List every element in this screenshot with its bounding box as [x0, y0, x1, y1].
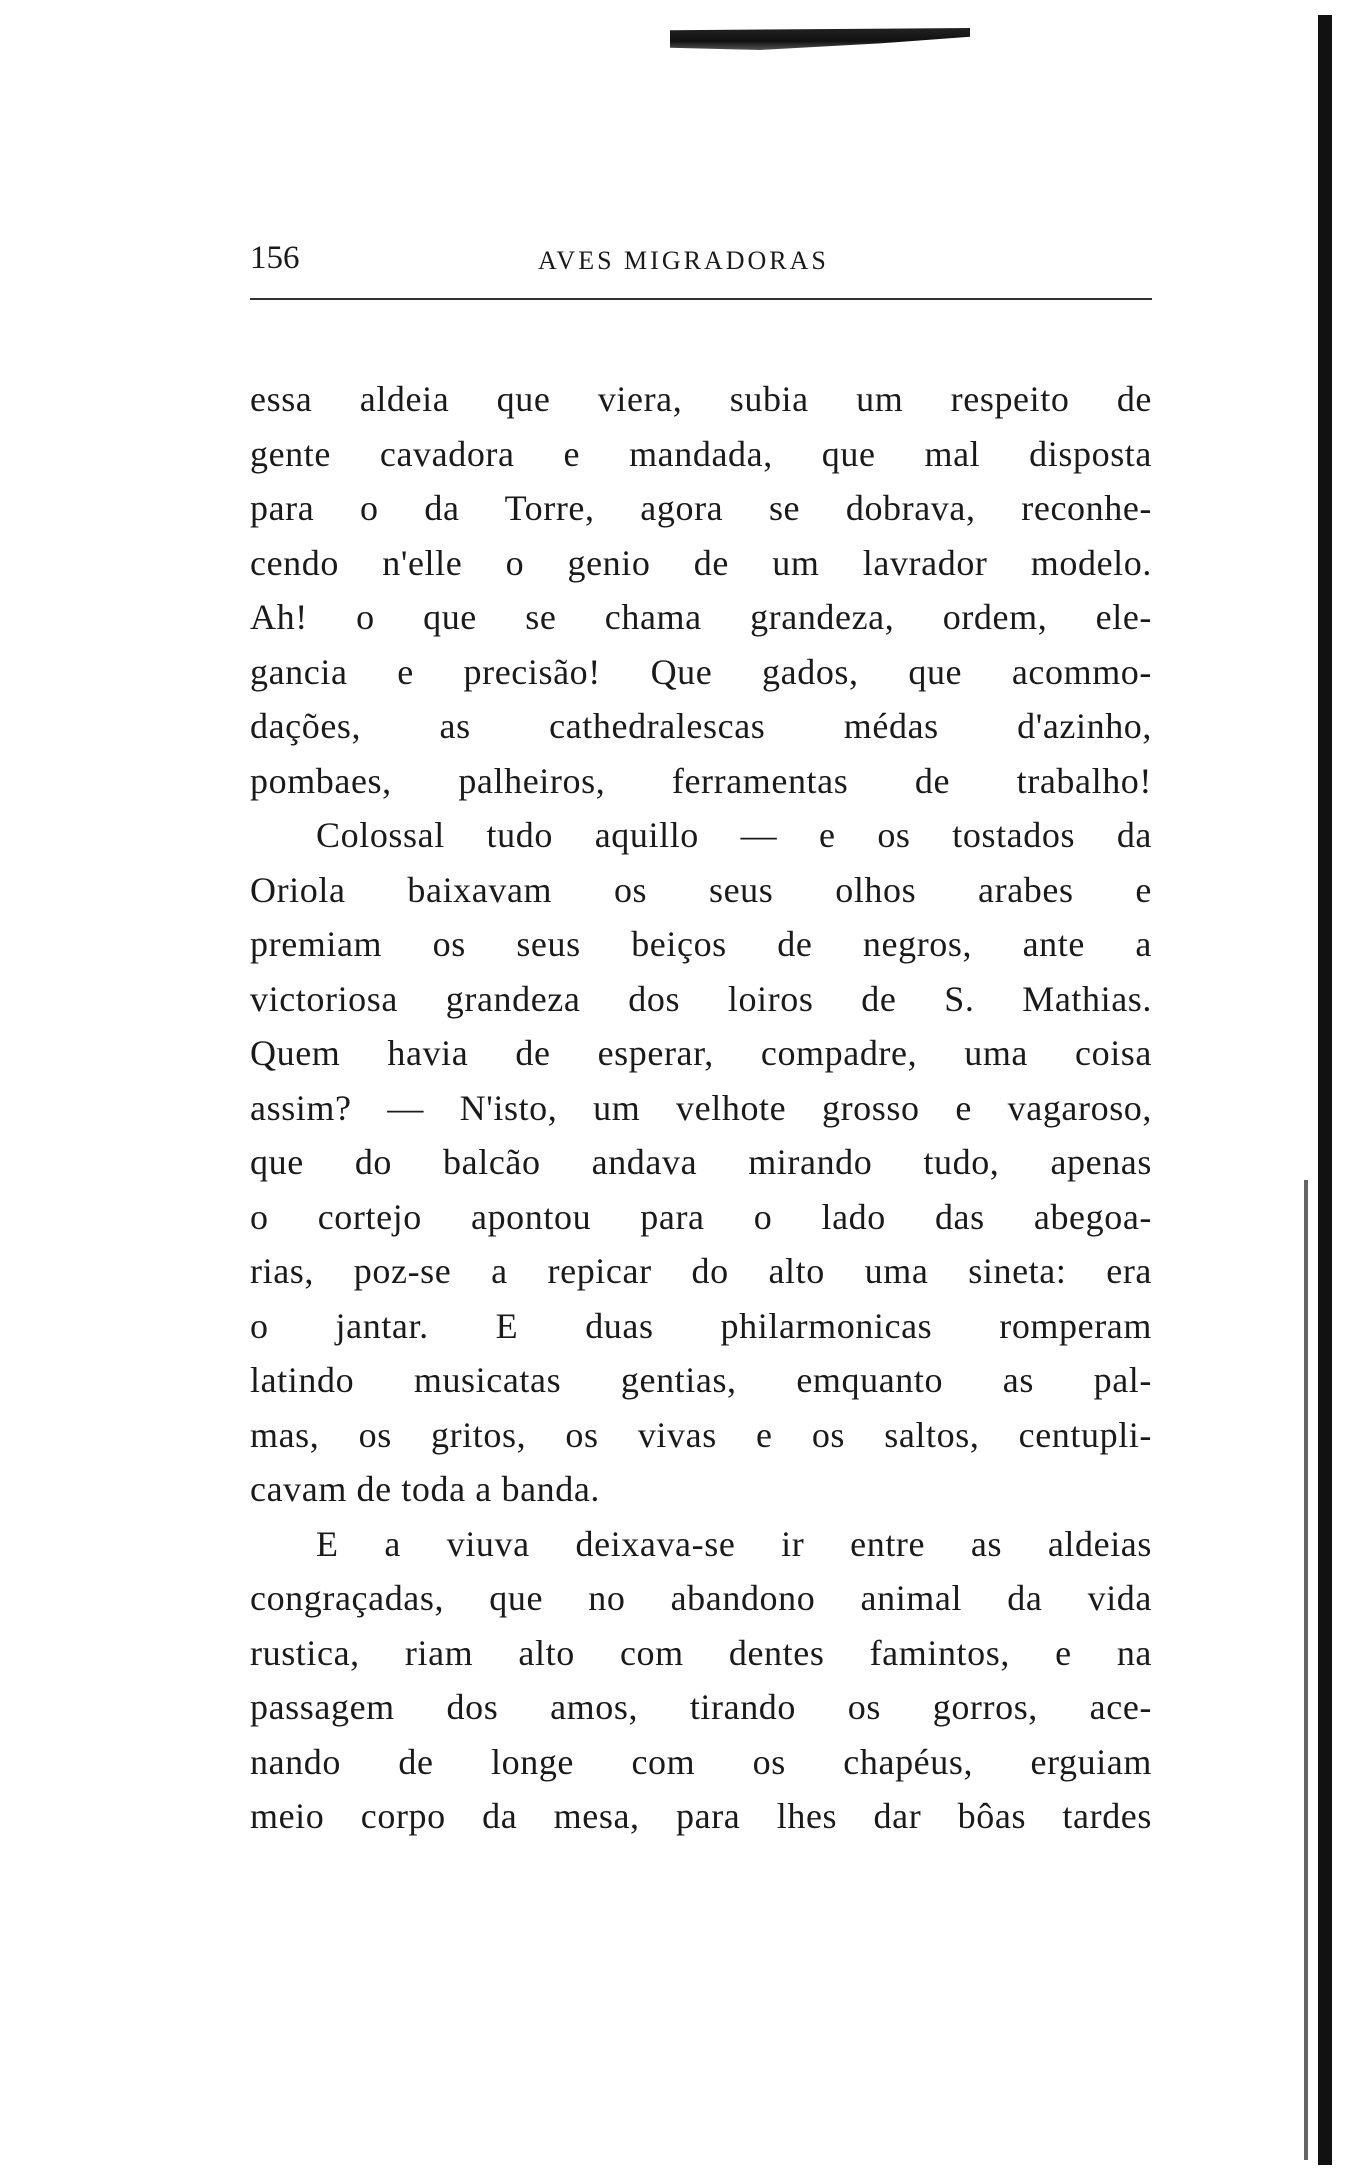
text-line: mas, os gritos, os vivas e os saltos, centupli-	[250, 1414, 1152, 1455]
text-line: congraçadas, que no abandono animal da vida	[250, 1578, 1152, 1618]
text-line: meio corpo da mesa, para lhes dar bôas tardes	[250, 1796, 1152, 1836]
text-line: dações, as cathedralescas médas d'azinho,	[250, 706, 1152, 746]
text-line: para o da Torre, agora se dobrava, reconhe-	[250, 488, 1152, 528]
page-number: 156	[250, 240, 300, 276]
text-line: Quem havia de esperar, compadre, uma coisa	[250, 1033, 1152, 1073]
text-line: essa aldeia que viera, subia um respeito de	[250, 379, 1152, 419]
ink-smudge	[670, 28, 970, 50]
text-line: Oriola baixavam os seus olhos arabes e	[250, 869, 1152, 910]
text-line: Ah! o que se chama grandeza, ordem, ele-	[250, 597, 1152, 637]
text-line: rias, poz-se a repicar do alto uma sineta: era	[250, 1251, 1152, 1291]
binding-edge	[1318, 15, 1332, 2165]
text-line: que do balcão andava mirando tudo, apenas	[250, 1142, 1152, 1182]
text-line: E a viuva deixava-se ir entre as aldeias	[316, 1523, 1152, 1564]
text-line: nando de longe com os chapéus, erguiam	[250, 1741, 1152, 1782]
text-line: gancia e precisão! Que gados, que acommo-	[250, 651, 1152, 692]
body-text	[250, 372, 1152, 1844]
text-line: latindo musicatas gentias, emquanto as pal-	[250, 1360, 1152, 1400]
page-header	[250, 240, 1152, 290]
header-rule	[250, 298, 1152, 300]
text-line: premiam os seus beiços de negros, ante a	[250, 924, 1152, 964]
text-line: victoriosa grandeza dos loiros de S. Mathias.	[250, 978, 1152, 1019]
text-line: rustica, riam alto com dentes famintos, e na	[250, 1632, 1152, 1673]
text-line: assim? — N'isto, um velhote grosso e vagaroso,	[250, 1087, 1152, 1128]
text-line: Colossal tudo aquillo — e os tostados da	[316, 815, 1152, 855]
text-line: cendo n'elle o genio de um lavrador modelo.	[250, 542, 1152, 583]
text-line: gente cavadora e mandada, que mal disposta	[250, 433, 1152, 474]
text-line: cavam de toda a banda.	[250, 1469, 601, 1509]
text-line: o cortejo apontou para o lado das abegoa-	[250, 1196, 1152, 1237]
running-title: AVES MIGRADORAS	[538, 246, 829, 275]
text-line: pombaes, palheiros, ferramentas de trabalho!	[250, 760, 1152, 801]
text-line: passagem dos amos, tirando os gorros, ace-	[250, 1687, 1152, 1727]
text-line: o jantar. E duas philarmonicas romperam	[250, 1305, 1152, 1346]
binding-edge-shadow	[1304, 1180, 1308, 2160]
